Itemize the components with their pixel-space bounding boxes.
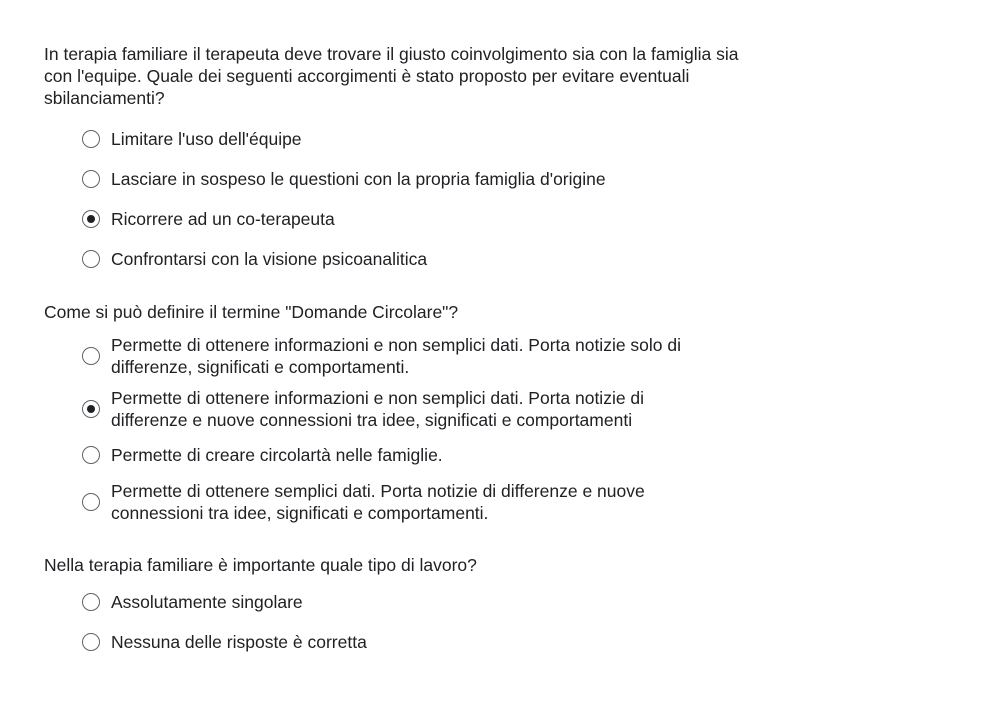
radio-checked-icon[interactable] <box>82 400 100 418</box>
option-label: Permette di creare circolartà nelle famiglie. <box>111 445 443 465</box>
option-label: Assolutamente singolare <box>111 592 303 612</box>
quiz-form <box>44 43 744 662</box>
option-label: Nessuna delle risposte è corretta <box>111 632 367 652</box>
option-label: Confrontarsi con la visione psicoanalitica <box>111 249 428 269</box>
options-group <box>44 119 744 279</box>
question-text: In terapia familiare il terapeuta deve trovare il giusto coinvolgimento sia con la famiglia sia con l'equipe. Quale dei seguenti accorgimenti è stato proposto per evitare eventuali sbilanciamenti? <box>44 44 739 108</box>
radio-unchecked-icon[interactable] <box>82 493 100 511</box>
question-2 <box>44 301 744 528</box>
question-text: Nella terapia familiare è importante quale tipo di lavoro? <box>44 555 477 575</box>
option-radio-3[interactable] <box>82 199 744 239</box>
question-3 <box>44 554 744 662</box>
question-1 <box>44 43 744 279</box>
option-label: Permette di ottenere informazioni e non semplici dati. Porta notizie di differenze e nuove connessioni tra idee, significati e comportamenti <box>111 387 645 430</box>
option-label: Ricorrere ad un co-terapeuta <box>111 209 335 229</box>
option-radio-2[interactable] <box>82 382 744 435</box>
option-radio-1[interactable] <box>82 582 744 622</box>
options-group <box>44 329 744 528</box>
option-radio-2[interactable] <box>82 622 744 662</box>
options-group <box>44 582 744 662</box>
option-label: Permette di ottenere semplici dati. Porta notizie di differenze e nuove connessioni tra idee, significati e comportamenti. <box>111 480 645 523</box>
option-label: Permette di ottenere informazioni e non semplici dati. Porta notizie solo di differenze, significati e comportamenti. <box>111 334 682 377</box>
radio-unchecked-icon[interactable] <box>82 446 100 464</box>
radio-unchecked-icon[interactable] <box>82 347 100 365</box>
option-radio-1[interactable] <box>82 119 744 159</box>
option-radio-1[interactable] <box>82 329 744 382</box>
radio-checked-icon[interactable] <box>82 210 100 228</box>
radio-unchecked-icon[interactable] <box>82 250 100 268</box>
radio-unchecked-icon[interactable] <box>82 593 100 611</box>
question-text: Come si può definire il termine "Domande Circolare"? <box>44 302 459 322</box>
option-label: Lasciare in sospeso le questioni con la propria famiglia d'origine <box>111 169 606 189</box>
radio-unchecked-icon[interactable] <box>82 130 100 148</box>
option-radio-3[interactable] <box>82 435 744 475</box>
option-label: Limitare l'uso dell'équipe <box>111 129 302 149</box>
option-radio-4[interactable] <box>82 239 744 279</box>
radio-unchecked-icon[interactable] <box>82 170 100 188</box>
option-radio-2[interactable] <box>82 159 744 199</box>
option-radio-4[interactable] <box>82 475 744 528</box>
radio-unchecked-icon[interactable] <box>82 633 100 651</box>
